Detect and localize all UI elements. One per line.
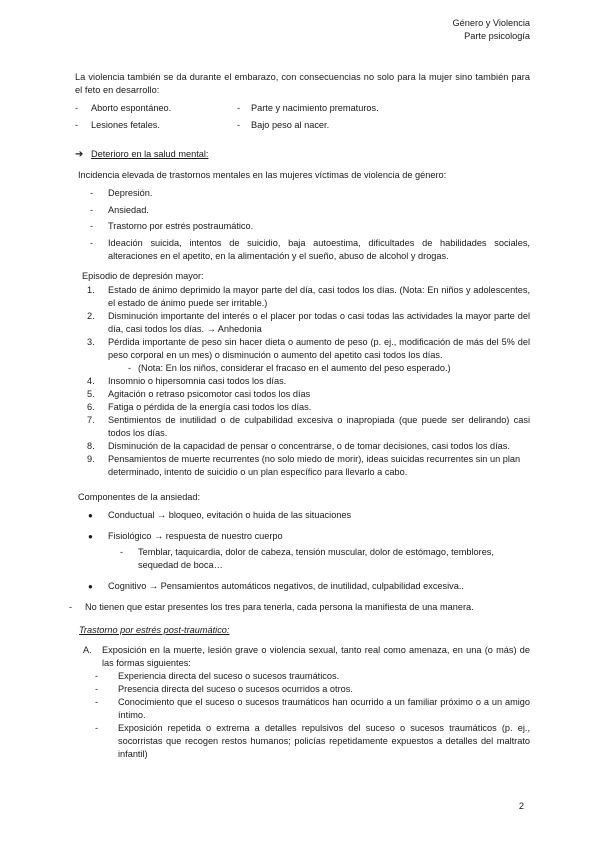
criterion-letter: A.: [83, 644, 92, 655]
anxiety-note: [59, 601, 530, 614]
bullet-icon: ●: [88, 510, 93, 520]
depression-title: Episodio de depresión mayor:: [82, 270, 204, 281]
mental-health-intro: Incidencia elevada de trastornos mentales en las mujeres víctimas de violencia de género:: [78, 170, 447, 180]
anxiety-item-conductual: [75, 509, 530, 522]
list-item: - Ansiedad.: [75, 204, 530, 217]
anxiety-text: Cognitivo → Pensamientos automáticos negativos, de inutilidad, culpabilidad excesiva..: [108, 580, 464, 591]
mental-health-heading: [75, 148, 530, 161]
list-item: - Temblar, taquicardia, dolor de cabeza, tensión muscular, dolor de estómago, temblores, sequedad de boca…: [75, 546, 530, 572]
criterion-note-row: [75, 362, 530, 375]
header-subject: Género y Violencia: [452, 18, 530, 28]
pregnancy-intro: La violencia también se da durante el embarazo, con consecuencias no solo para la mujer sino también para el feto en desarrollo:: [75, 72, 530, 95]
criterion-number: 4.: [87, 375, 95, 386]
pregnancy-consequences: [75, 102, 530, 136]
header-part: Parte psicología: [464, 31, 530, 41]
list-item: - Bajo peso al nacer.: [235, 119, 379, 132]
anxiety-note-text: No tienen que estar presentes los tres para tenerla, cada persona la manifiesta de una manera.: [85, 601, 474, 612]
ptsd-criteria: [75, 644, 530, 670]
criterion-text: Fatiga o pérdida de la energía casi todos los días.: [108, 401, 312, 412]
anxiety-text: Fisiológico → respuesta de nuestro cuerpo: [108, 530, 283, 541]
arrow-right-icon: ➔: [75, 149, 84, 160]
criterion-text: Sentimientos de inutilidad o de culpabilidad excesiva o inapropiada (que puede ser delirando) casi todos los días.: [108, 414, 530, 438]
list-item: - Lesiones fetales.: [59, 119, 235, 132]
criterion-number: 5.: [87, 388, 95, 399]
anxiety-item-cognitivo: [75, 580, 530, 593]
criterion-number: 2.: [87, 310, 95, 321]
list-item: - Depresión.: [75, 187, 530, 200]
list-item: - Ideación suicida, intentos de suicidio, baja autoestima, dificultades de habilidades sociales, alteraciones en el apetito, en la alimentación y el sueño, abuso de alcohol y drogas.: [75, 237, 530, 263]
consequences-col-1: [59, 102, 235, 136]
bullet-icon: ●: [88, 531, 93, 541]
list-item: - Exposición repetida o extrema a detalles repulsivos del suceso o sucesos traumáticos (p. ej., socorristas que recogen restos humanos; policías repetidamente expuestos a detalles del maltrato infantil): [75, 722, 530, 761]
criterion-number: 3.: [87, 336, 95, 347]
criterion-item: [75, 440, 530, 453]
ptsd-forms: [75, 670, 530, 761]
criterion-item: [75, 336, 530, 362]
criterion-text: Disminución de la capacidad de pensar o concentrarse, o de tomar decisiones, casi todos los días.: [108, 440, 510, 451]
page-content: [69, 71, 530, 761]
criterion-text: Pérdida importante de peso sin hacer dieta o aumento de peso (p. ej., modificación de más del 5% del peso corporal en un mes) o disminución o aumento del apetito casi todos los días.: [108, 336, 530, 360]
dash-marker: -: [69, 601, 73, 612]
anxiety-sub-row: [75, 546, 530, 572]
ptsd-title-text: Trastorno por estrés post-traumático:: [79, 624, 230, 635]
criterion-text: Estado de ánimo deprimido la mayor parte del día, casi todos los días. (Nota: En niños y adolescentes, el estado de ánimo puede ser irritable.): [108, 284, 530, 308]
criterion-number: 9.: [87, 453, 95, 464]
criterion-text: Disminución importante del interés o el placer por todas o casi todas las actividades la mayor parte del día, casi todos los días. → Anhedonia: [108, 310, 530, 334]
criterion-note: - (Nota: En los niños, considerar el fracaso en el aumento del peso esperado.): [75, 362, 530, 375]
criterion-number: 7.: [87, 414, 95, 425]
criterion-number: 8.: [87, 440, 95, 451]
consequences-col-2: [235, 102, 379, 136]
list-item: - Trastorno por estrés postraumático.: [75, 220, 530, 233]
page-number: 2: [518, 801, 524, 811]
list-item: - Parte y nacimiento prematuros.: [235, 102, 379, 115]
ptsd-title: [79, 624, 530, 637]
list-item: - Presencia directa del suceso o sucesos ocurridos a otros.: [75, 683, 530, 696]
mental-disorders-list: [75, 187, 530, 263]
ptsd-criterion-a: [75, 644, 530, 670]
criterion-text: Agitación o retraso psicomotor casi todos los días: [108, 388, 311, 399]
criterion-item: [75, 284, 530, 310]
list-item: - Aborto espontáneo.: [59, 102, 235, 115]
criterion-item: [75, 414, 530, 440]
anxiety-title: Componentes de la ansiedad:: [78, 491, 201, 502]
criterion-item: [75, 401, 530, 414]
bullet-icon: ●: [88, 581, 93, 591]
list-item: - Conocimiento que el suceso o sucesos traumáticos han ocurrido a un familiar próximo o a un amigo íntimo.: [75, 696, 530, 722]
criterion-number: 6.: [87, 401, 95, 412]
page-header: [453, 17, 530, 43]
fisiologico-symptoms: [75, 546, 530, 572]
mental-health-title: Deterioro en la salud mental:: [91, 149, 209, 159]
anxiety-text: Conductual → bloqueo, evitación o huida de las situaciones: [108, 509, 352, 520]
criterion-text: Insomnio o hipersomnia casi todos los días.: [108, 375, 287, 386]
criterion-item: [75, 375, 530, 388]
criterion-item: [75, 388, 530, 401]
depression-criteria: [75, 284, 530, 479]
criterion-number: 1.: [87, 284, 95, 295]
criterion-item: [75, 310, 530, 336]
criterion-item: [75, 453, 530, 479]
anxiety-components: [75, 509, 530, 593]
anxiety-item-fisiologico: [75, 530, 530, 543]
criterion-text: Exposición en la muerte, lesión grave o violencia sexual, tanto real como amenaza, en una (o más) de las formas siguientes:: [102, 644, 530, 668]
criterion-text: Pensamientos de muerte recurrentes (no solo miedo de morir), ideas suicidas recurrentes sin un plan determinado, intento de suicidio o un plan específico para llevarlo a cabo.: [108, 453, 521, 477]
list-item: - Experiencia directa del suceso o sucesos traumáticos.: [75, 670, 530, 683]
